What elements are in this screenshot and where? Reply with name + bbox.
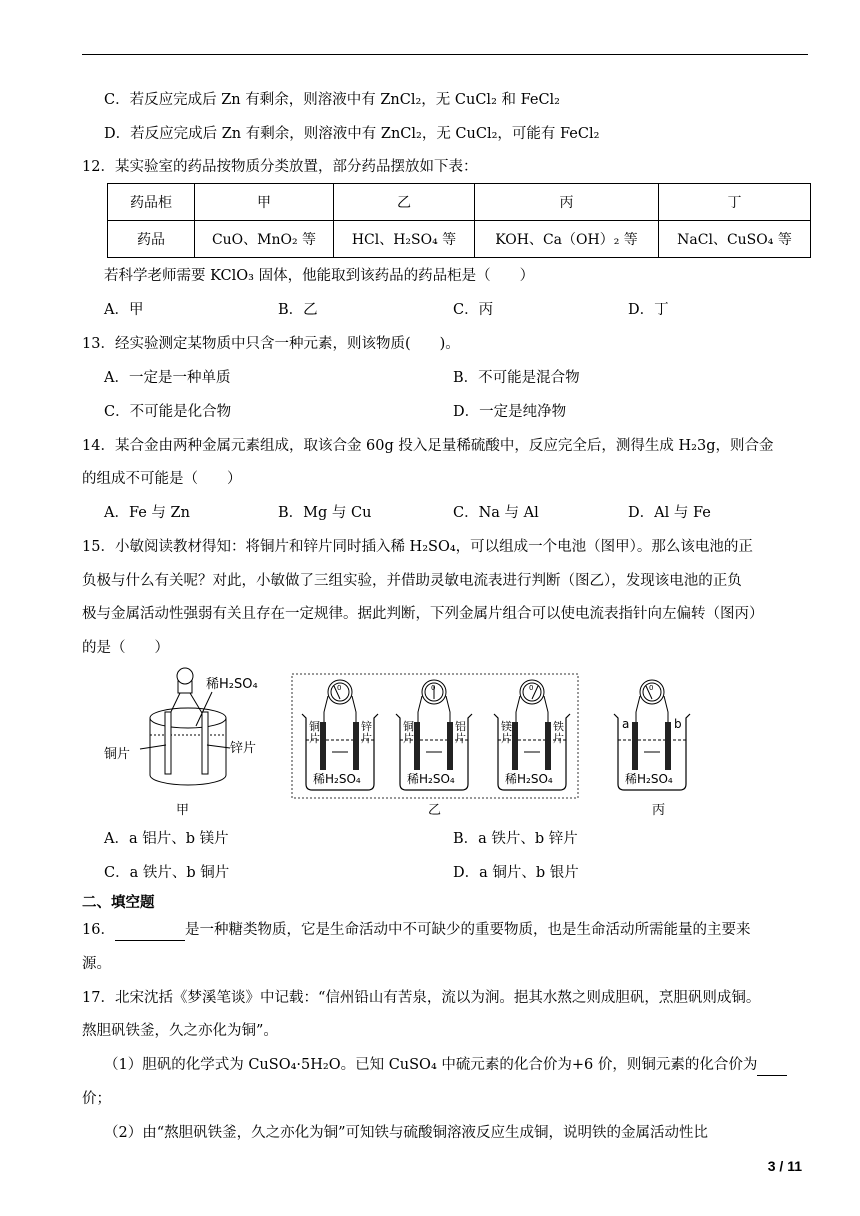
q16-line2: 源。 (82, 956, 111, 972)
jia-caption: 甲 (176, 803, 190, 818)
acid-label: 稀H₂SO₄ (407, 772, 455, 786)
electrode-right (665, 722, 671, 770)
q15-stem-line3: 极与金属活动性强弱有关且存在一定规律。据此判断，下列金属片组合可以使电流表指针向左偏转（图丙） (82, 606, 764, 622)
q17-part1-text: （1）胆矾的化学式为 CuSO₄·5H₂O。已知 CuSO₄ 中硫元素的化合价为+6 价，则铜元素的化合价为 (104, 1057, 758, 1073)
q16-line1 (82, 920, 750, 941)
q14-stem-line1: 14．某合金由两种金属元素组成，取该合金 60g 投入足量稀硫酸中，反应完全后，测得生成 H₂3g，则合金 (82, 438, 774, 454)
q14-stem-line2: 的组成不可能是（ ） (82, 471, 242, 487)
electrode-right-label-2: 片 (361, 732, 372, 745)
q15-option-b: B．a 铁片、b 锌片 (453, 831, 578, 847)
q13-option-c: C．不可能是化合物 (104, 404, 232, 420)
wire-right (446, 696, 450, 722)
q14-option-a: A．Fe 与 Zn (104, 505, 190, 521)
table-cell: KOH、Ca（OH）₂ 等 (475, 221, 659, 258)
wire-left (324, 696, 328, 722)
q16-answer-blank[interactable] (115, 920, 185, 941)
header-rule (82, 54, 808, 55)
electrode-left-label: 镁 (501, 720, 512, 733)
q14-option-c: C．Na 与 Al (453, 505, 539, 521)
table-cell: NaCl、CuSO₄ 等 (659, 221, 811, 258)
yi-caption: 乙 (428, 803, 442, 818)
q15-option-a: A．a 铝片、b 镁片 (104, 831, 229, 847)
ammeter-zero-label: 0 (431, 684, 436, 692)
table-cell: CuO、MnO₂ 等 (195, 221, 334, 258)
ammeter-zero-label: 0 (337, 684, 342, 692)
table-cell: 丙 (475, 184, 659, 221)
bulb-icon (177, 668, 193, 684)
electrochemical-cell (494, 680, 570, 790)
section-title: 二、填空题 (82, 895, 155, 911)
q13-option-b: B．不可能是混合物 (453, 370, 580, 386)
table-cell: 药品 (108, 221, 195, 258)
electrode-left (512, 722, 518, 770)
electrode-a-label: a (622, 717, 630, 731)
wire-right (544, 696, 548, 722)
electrode-left (414, 722, 420, 770)
table-cell: 甲 (195, 184, 334, 221)
figure-bing (614, 680, 690, 790)
q15-option-c: C．a 铁片、b 铜片 (104, 865, 230, 881)
wire-left (636, 696, 640, 722)
acid-label: 稀H₂SO₄ (625, 772, 673, 786)
electrode-b-label: b (674, 717, 682, 731)
table-cell: 乙 (334, 184, 475, 221)
ammeter-zero-label: 0 (649, 684, 654, 692)
electrode-left-label: 铜 (403, 720, 414, 733)
acid-label: 稀H₂SO₄ (313, 772, 361, 786)
electrode-left-label-2: 片 (403, 732, 414, 745)
q17-answer-blank[interactable] (757, 1055, 787, 1076)
electrochemical-cell (396, 680, 472, 790)
q17-stem-line2: 熬胆矾铁釜，久之亦化为铜”。 (82, 1023, 278, 1039)
electrode-left-label-2: 片 (501, 732, 512, 745)
figure-yi (302, 680, 570, 790)
q15-figure (0, 660, 860, 824)
q16-number: 16． (82, 922, 115, 938)
electrode-right-label: 铝 (455, 720, 466, 733)
copper-plate (165, 712, 171, 774)
page-number: 3 / 11 (767, 1158, 802, 1174)
q12-option-a: A．甲 (104, 302, 144, 318)
electrode-right-label: 铁 (553, 720, 564, 733)
jia-acid-label: 稀H₂SO₄ (206, 677, 258, 692)
q15-stem-line2: 负极与什么有关呢？对此，小敏做了三组实验，并借助灵敏电流表进行判断（图乙），发现该电池的正负 (82, 573, 742, 589)
electrochemical-cell (302, 680, 378, 790)
q11-option-c: C．若反应完成后 Zn 有剩余，则溶液中有 ZnCl₂，无 CuCl₂ 和 FeCl₂ (104, 92, 560, 108)
q13-stem: 13．经实验测定某物质中只含一种元素，则该物质( )。 (82, 336, 460, 352)
jia-zinc-label: 锌片 (230, 741, 257, 756)
figure-jia (104, 668, 258, 818)
electrode-right-label-2: 片 (553, 732, 564, 745)
q12-option-d: D．丁 (628, 302, 669, 318)
table-cell: HCl、H₂SO₄ 等 (334, 221, 475, 258)
q17-part1-line2: 价； (82, 1091, 111, 1107)
bing-caption: 丙 (652, 803, 666, 818)
wire-right (352, 696, 356, 722)
q11-option-d: D．若反应完成后 Zn 有剩余，则溶液中有 ZnCl₂，无 CuCl₂，可能有 FeCl₂ (104, 126, 600, 142)
electrode-right-label: 锌 (361, 720, 372, 733)
acid-label: 稀H₂SO₄ (505, 772, 553, 786)
q14-option-d: D．Al 与 Fe (628, 505, 711, 521)
q15-stem-line4: 的是（ ） (82, 640, 169, 656)
q17-stem-line1: 17．北宋沈括《梦溪笔谈》中记载：“信州铅山有苦泉，流以为涧。挹其水熬之则成胆矾，烹胆矾则成铜。 (82, 990, 761, 1006)
jia-copper-label: 铜片 (104, 747, 131, 762)
q15-stem-line1: 15．小敏阅读教材得知：将铜片和锌片同时插入稀 H₂SO₄，可以组成一个电池（图甲）。那么该电池的正 (82, 539, 753, 555)
table-row (108, 184, 811, 221)
electrode-right (447, 722, 453, 770)
q12-option-b: B．乙 (278, 302, 318, 318)
ammeter-zero-label: 0 (529, 684, 534, 692)
wire-left (418, 696, 422, 722)
q13-option-a: A．一定是一种单质 (104, 370, 231, 386)
table-cell: 丁 (659, 184, 811, 221)
electrode-right (353, 722, 359, 770)
q15-option-d: D．a 铜片、b 银片 (453, 865, 579, 881)
table-cell: 药品柜 (108, 184, 195, 221)
q12-option-c: C．丙 (453, 302, 494, 318)
q13-option-d: D．一定是纯净物 (453, 404, 567, 420)
q12-stem: 12．某实验室的药品按物质分类放置，部分药品摆放如下表： (82, 159, 478, 175)
electrode-right-label-2: 片 (455, 732, 466, 745)
q12-table (107, 183, 811, 258)
wire-left (516, 696, 520, 722)
zinc-plate (202, 712, 208, 774)
wire-right (664, 696, 668, 722)
electrode-left (632, 722, 638, 770)
electrochemical-cell (614, 680, 690, 790)
table-row (108, 221, 811, 258)
q16-text: 是一种糖类物质，它是生命活动中不可缺少的重要物质，也是生命活动所需能量的主要来 (184, 922, 751, 938)
q14-option-b: B．Mg 与 Cu (278, 505, 372, 521)
q17-part1-line1 (104, 1055, 787, 1076)
electrode-left-label-2: 片 (309, 732, 320, 745)
electrode-right (545, 722, 551, 770)
q12-question: 若科学老师需要 KClO₃ 固体，他能取到该药品的药品柜是（ ） (104, 268, 535, 284)
electrode-left-label: 铜 (309, 720, 320, 733)
q17-part2: （2）由“熬胆矾铁釜，久之亦化为铜”可知铁与硫酸铜溶液反应生成铜，说明铁的金属活动性比 (104, 1125, 709, 1141)
electrode-left (320, 722, 326, 770)
